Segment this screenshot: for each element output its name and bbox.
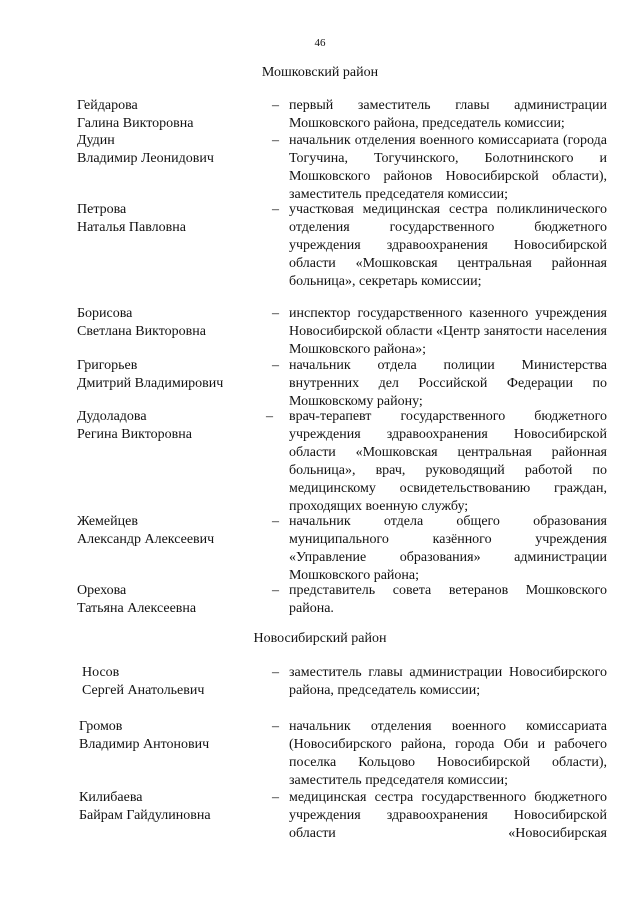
member-name (79, 718, 209, 754)
page-number: 46 (314, 37, 326, 49)
member-surname: Борисова (77, 306, 133, 321)
separator-dash: – (266, 409, 273, 424)
member-surname: Орехова (77, 583, 127, 598)
member-role: начальник отдела общего образования муниципального казённого учреждения «Управление образования» администрации Мошковского района; (289, 514, 607, 583)
member-given-name: Регина Викторовна (77, 427, 192, 442)
member-given-name: Александр Алексеевич (77, 532, 215, 547)
member-given-name: Татьяна Алексеевна (77, 601, 197, 616)
member-name (77, 408, 192, 444)
member-surname: Гейдарова (77, 98, 138, 113)
member-given-name: Сергей Анатольевич (82, 683, 205, 698)
separator-dash: – (272, 358, 279, 373)
member-given-name: Наталья Павловна (77, 220, 186, 235)
member-given-name: Владимир Леонидович (77, 151, 214, 166)
section-title-moshkovsky: Мошковский район (261, 65, 379, 80)
member-given-name: Дмитрий Владимирович (77, 376, 224, 391)
member-surname: Петрова (77, 202, 127, 217)
member-surname: Килибаева (79, 790, 143, 805)
separator-dash: – (272, 202, 279, 217)
separator-dash: – (272, 133, 279, 148)
member-name (77, 582, 196, 618)
separator-dash: – (272, 98, 279, 113)
member-role: начальник отдела полиции Министерства внутренних дел Российской Федерации по Мошковскому району; (289, 358, 607, 409)
member-given-name: Галина Викторовна (77, 116, 194, 131)
member-surname: Носов (82, 665, 120, 680)
member-role: участковая медицинская сестра поликлинического отделения государственного бюджетного учреждения здравоохранения Новосибирской области «Мошковская центральная районная больница», секретарь комиссии; (289, 202, 607, 289)
separator-dash: – (272, 306, 279, 321)
member-role: первый заместитель главы администрации Мошковского района, председатель комиссии; (289, 98, 607, 131)
member-role: инспектор государственного казенного учреждения Новосибирской области «Центр занятости населения Мошковского района»; (289, 306, 607, 357)
member-name (79, 789, 211, 825)
member-name (77, 201, 186, 237)
member-given-name: Светлана Викторовна (77, 324, 206, 339)
separator-dash: – (272, 790, 279, 805)
separator-dash: – (272, 719, 279, 734)
member-name (77, 97, 193, 133)
member-surname: Дудин (77, 133, 115, 148)
member-name (77, 357, 223, 393)
member-surname: Дудоладова (77, 409, 147, 424)
member-given-name: Байрам Гайдулиновна (79, 808, 211, 823)
member-name (82, 664, 204, 700)
section-title-novosibirsky: Новосибирский район (253, 631, 387, 646)
member-role: начальник отделения военного комиссариата (Новосибирского района, города Оби и рабочего поселка Кольцово Новосибирской области), заместитель председателя комиссии; (289, 719, 607, 788)
member-given-name: Владимир Антонович (79, 737, 210, 752)
member-role: начальник отделения военного комиссариата (города Тогучина, Тогучинского, Болотнинского и Мошковского районов Новосибирской области), заместитель председателя комиссии; (289, 133, 607, 202)
member-surname: Григорьев (77, 358, 138, 373)
member-role: заместитель главы администрации Новосибирского района, председатель комиссии; (289, 665, 607, 698)
member-name (77, 305, 206, 341)
member-role: представитель совета ветеранов Мошковского района. (289, 583, 607, 616)
member-name (77, 132, 214, 168)
member-name (77, 513, 214, 549)
separator-dash: – (272, 583, 279, 598)
member-role: медицинская сестра государственного бюджетного учреждения здравоохранения Новосибирской области «Новосибирская (289, 790, 607, 841)
separator-dash: – (272, 514, 279, 529)
member-surname: Громов (79, 719, 123, 734)
member-surname: Жемейцев (77, 514, 138, 529)
member-role: врач-терапевт государственного бюджетного учреждения здравоохранения Новосибирской области «Мошковская центральная районная больница», врач, руководящий работой по медицинскому освидетельствованию граждан, проходящих военную службу; (289, 409, 607, 514)
separator-dash: – (272, 665, 279, 680)
